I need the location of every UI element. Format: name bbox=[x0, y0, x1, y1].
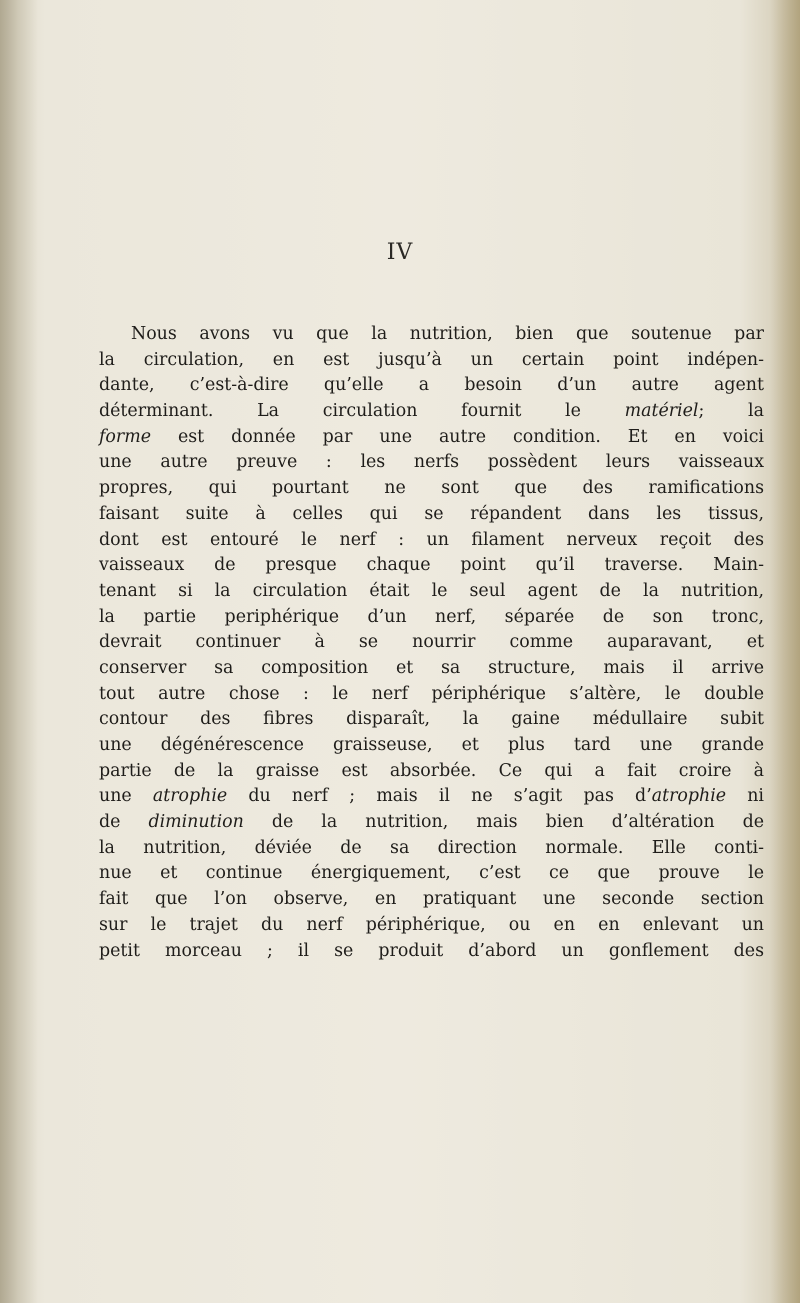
italic-term: forme bbox=[99, 426, 152, 447]
italic-term: atrophie bbox=[152, 786, 228, 807]
text-line bbox=[99, 682, 764, 708]
text-line bbox=[99, 707, 764, 733]
text-run: une bbox=[99, 786, 153, 807]
text-run: une dégénérescence graisseuse, et plus tard une grande bbox=[99, 735, 764, 755]
chapter-heading: IV bbox=[386, 240, 414, 265]
text-line bbox=[99, 605, 764, 631]
text-run: dante, c’est-à-dire qu’elle a besoin d’un autre agent bbox=[99, 375, 764, 396]
text-line bbox=[99, 861, 764, 887]
text-line bbox=[99, 528, 764, 554]
text-run: petit morceau ; il se produit d’abord un gonflement des bbox=[99, 940, 764, 961]
italic-term: diminution bbox=[148, 812, 244, 833]
text-run: la circulation, en est jusqu’à un certain point indépen- bbox=[99, 349, 764, 370]
text-run: nue et continue énergiquement, c’est ce que prouve le bbox=[99, 863, 764, 884]
text-line bbox=[99, 913, 764, 939]
text-line bbox=[99, 630, 764, 656]
text-run: une autre preuve : les nerfs possèdent leurs vaisseaux bbox=[99, 452, 764, 473]
text-run: tout autre chose : le nerf périphérique s’altère, le double bbox=[99, 683, 764, 704]
text-line bbox=[99, 810, 764, 836]
text-run: devrait continuer à se nourrir comme auparavant, et bbox=[99, 632, 764, 653]
text-run: Nous avons vu que la nutrition, bien que soutenue par bbox=[131, 324, 764, 344]
paragraph bbox=[99, 322, 764, 964]
text-run: la nutrition, déviée de sa direction normale. Elle conti- bbox=[99, 837, 764, 858]
text-run: de la nutrition, mais bien d’altération de bbox=[243, 812, 764, 833]
text-run: dont est entouré le nerf : un filament nerveux reçoit des bbox=[99, 529, 764, 550]
text-run: de bbox=[99, 812, 149, 833]
text-line bbox=[99, 476, 764, 502]
text-line bbox=[99, 579, 764, 605]
text-line bbox=[99, 784, 764, 810]
text-run: conserver sa composition et sa structure, mais il arrive bbox=[99, 657, 764, 678]
text-run: contour des fibres disparaît, la gaine médullaire subit bbox=[99, 709, 764, 730]
text-line bbox=[99, 759, 764, 785]
text-line bbox=[99, 733, 764, 759]
page-edge-shadow bbox=[770, 0, 800, 1303]
text-run: propres, qui pourtant ne sont que des ramifications bbox=[99, 478, 764, 499]
text-run: sur le trajet du nerf périphérique, ou en en enlevant un bbox=[99, 914, 764, 935]
italic-term: matériel bbox=[624, 401, 699, 422]
text-run: faisant suite à celles qui se répandent dans les tissus, bbox=[99, 503, 764, 524]
text-run: déterminant. La circulation fournit le bbox=[99, 401, 625, 422]
text-line bbox=[99, 836, 764, 862]
text-line bbox=[99, 425, 764, 451]
text-run: fait que l’on observe, en pratiquant une seconde section bbox=[99, 889, 764, 910]
text-run: la partie periphérique d’un nerf, séparée de son tronc, bbox=[99, 606, 764, 627]
text-line bbox=[99, 399, 764, 425]
text-run: tenant si la circulation était le seul agent de la nutrition, bbox=[99, 580, 764, 601]
text-run: vaisseaux de presque chaque point qu’il traverse. Main- bbox=[99, 555, 764, 576]
text-line bbox=[99, 502, 764, 528]
text-line bbox=[99, 553, 764, 579]
text-run: partie de la graisse est absorbée. Ce qui a fait croire à bbox=[99, 760, 764, 781]
text-line bbox=[99, 348, 764, 374]
text-line bbox=[99, 887, 764, 913]
text-line bbox=[99, 373, 764, 399]
text-run: ni bbox=[726, 786, 764, 807]
text-line bbox=[99, 450, 764, 476]
text-run: est donnée par une autre condition. Et en voici bbox=[151, 426, 764, 447]
text-run: ; la bbox=[698, 401, 764, 422]
text-run: du nerf ; mais il ne s’agit pas d’ bbox=[227, 786, 652, 807]
text-line bbox=[99, 322, 764, 348]
italic-term: atrophie bbox=[651, 786, 727, 807]
text-line bbox=[99, 939, 764, 965]
text-line bbox=[99, 656, 764, 682]
spine-shadow bbox=[0, 0, 38, 1303]
